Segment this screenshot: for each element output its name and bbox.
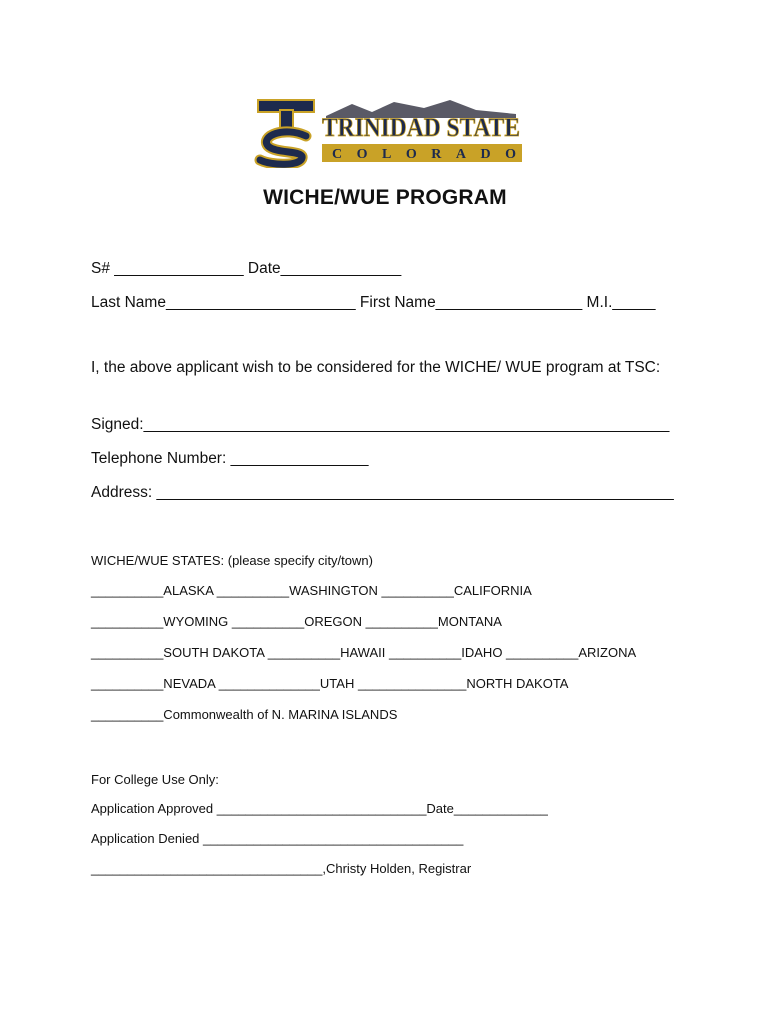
address-field[interactable]: Address: ____________________________________________________________	[91, 484, 674, 501]
states-header: WICHE/WUE STATES: (please specify city/town)	[91, 553, 373, 568]
ts-monogram	[258, 100, 314, 164]
states-row[interactable]: __________ALASKA __________WASHINGTON __________CALIFORNIA	[91, 583, 532, 598]
trinidad-state-logo	[254, 96, 524, 168]
logo-subtext: COLORADO	[332, 147, 516, 162]
states-row[interactable]: __________Commonwealth of N. MARINA ISLANDS	[91, 707, 398, 722]
application-denied-field[interactable]: Application Denied ____________________________________	[91, 831, 464, 846]
states-row[interactable]: __________SOUTH DAKOTA __________HAWAII __________IDAHO __________ARIZONA	[91, 645, 637, 660]
logo-graphic	[254, 96, 524, 168]
name-field-line[interactable]: Last Name______________________ First Name_________________ M.I._____	[91, 294, 656, 311]
application-approved-field[interactable]: Application Approved _____________________________Date_____________	[91, 801, 548, 816]
states-row[interactable]: __________WYOMING __________OREGON __________MONTANA	[91, 614, 502, 629]
logo-wordmark: TRINIDAD STATE	[322, 113, 520, 142]
registrar-signature-field[interactable]: ________________________________,Christy Holden, Registrar	[91, 861, 472, 876]
page-title: WICHE/WUE PROGRAM	[263, 186, 507, 209]
states-row[interactable]: __________NEVADA ______________UTAH _______________NORTH DAKOTA	[91, 676, 569, 691]
telephone-field[interactable]: Telephone Number: ________________	[91, 450, 369, 467]
signed-field[interactable]: Signed:_____________________________________________________________	[91, 416, 670, 433]
college-use-header: For College Use Only:	[91, 772, 219, 787]
student-id-date-field[interactable]: S# _______________ Date______________	[91, 260, 402, 277]
applicant-statement: I, the above applicant wish to be considered for the WICHE/ WUE program at TSC:	[91, 359, 661, 376]
